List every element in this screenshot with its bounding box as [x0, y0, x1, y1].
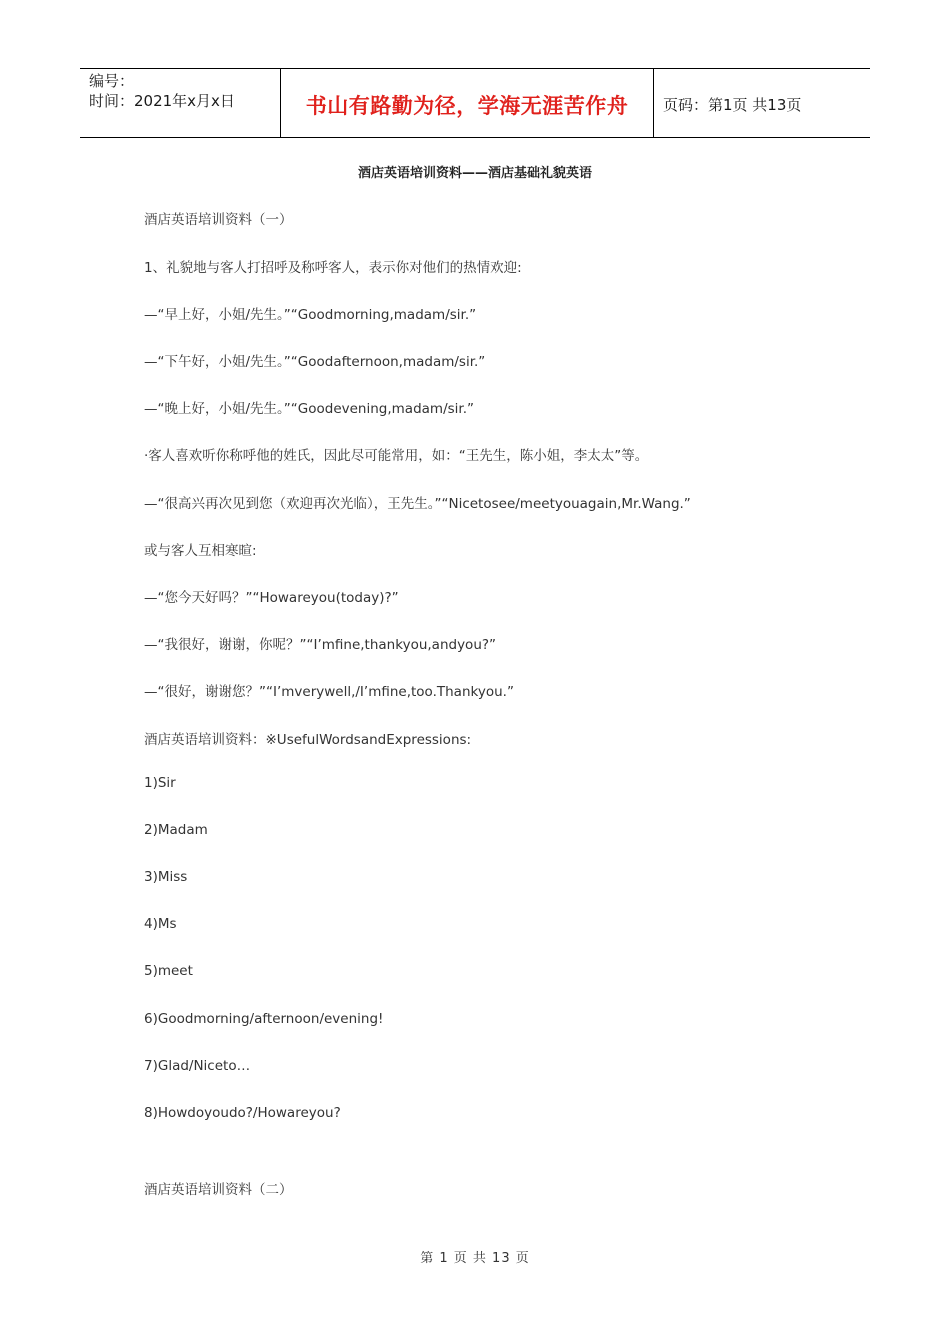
expression-item: 1)Sir	[144, 775, 176, 791]
expression-item: 6)Goodmorning/afternoon/evening!	[144, 1011, 384, 1027]
section-heading-2: 酒店英语培训资料（二）	[144, 1182, 293, 1198]
document-number-label: 编号：	[89, 72, 135, 90]
document-title: 酒店英语培训资料——酒店基础礼貌英语	[357, 166, 592, 181]
section-heading-1: 酒店英语培训资料（一）	[144, 212, 293, 228]
expression-item: 5)meet	[144, 963, 193, 979]
header-motto-cell	[281, 69, 654, 137]
expression-item: 7)Glad/Niceto…	[144, 1058, 251, 1074]
header-page-number: 页码：第1页 共13页	[663, 95, 802, 114]
useful-expressions-heading: 酒店英语培训资料：※UsefulWordsandExpressions:	[144, 732, 472, 748]
paragraph-surname-tip: ·客人喜欢听你称呼他的姓氏，因此尽可能常用，如：“王先生，陈小姐，李太太”等。	[144, 448, 649, 464]
phrase-line: —“很高兴再次见到您（欢迎再次光临），王先生。”“Nicetosee/meetyouagain,Mr.Wang.”	[144, 496, 691, 512]
paragraph-small-talk: 或与客人互相寒暄:	[144, 543, 257, 559]
phrase-line: —“很好，谢谢您？”“I’mverywell,/I’mfine,too.Thankyou.”	[144, 684, 514, 700]
page-header	[80, 68, 870, 138]
expression-item: 4)Ms	[144, 916, 177, 932]
phrase-line: —“您今天好吗？”“Howareyou(today)?”	[144, 590, 399, 606]
expression-item: 2)Madam	[144, 822, 208, 838]
expression-item: 3)Miss	[144, 869, 188, 885]
header-motto: 书山有路勤为径，学海无涯苦作舟	[305, 94, 629, 118]
phrase-line: —“早上好，小姐/先生。”“Goodmorning,madam/sir.”	[144, 307, 477, 323]
document-time-label: 时间：2021年x月x日	[89, 92, 235, 110]
expression-item: 8)Howdoyoudo?/Howareyou?	[144, 1105, 341, 1121]
header-info-cell	[80, 69, 281, 137]
paragraph-greeting-intro: 1、礼貌地与客人打招呼及称呼客人，表示你对他们的热情欢迎:	[144, 260, 522, 276]
page-footer: 第 1 页 共 13 页	[420, 1251, 530, 1266]
phrase-line: —“下午好，小姐/先生。”“Goodafternoon,madam/sir.”	[144, 354, 486, 370]
phrase-line: —“晚上好，小姐/先生。”“Goodevening,madam/sir.”	[144, 401, 474, 417]
header-page-cell	[654, 69, 870, 137]
phrase-line: —“我很好，谢谢，你呢？”“I’mfine,thankyou,andyou?”	[144, 637, 497, 653]
